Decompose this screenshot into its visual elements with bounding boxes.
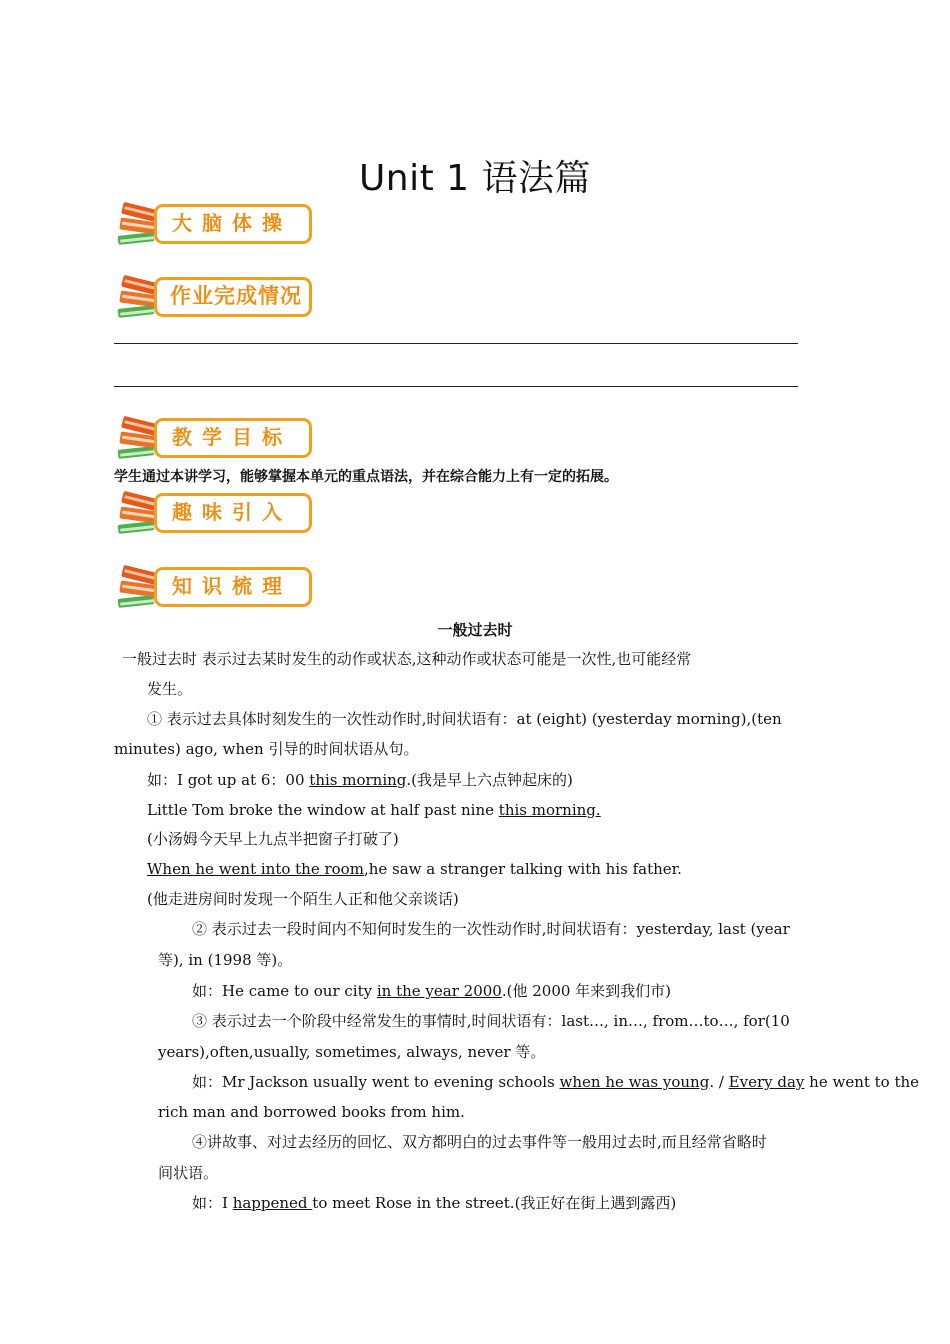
banner-label: 趣味引入 xyxy=(172,500,292,524)
body-line: 一般过去时 表示过去某时发生的动作或状态,这种动作或状态可能是一次性,也可能经常 xyxy=(122,650,692,668)
body-line: ② 表示过去一段时间内不知何时发生的一次性动作时,时间状语有：yesterday, last (year xyxy=(192,920,790,938)
body-line: ④讲故事、对过去经历的回忆、双方都明白的过去事件等一般用过去时,而且经常省略时 xyxy=(192,1133,767,1151)
banner-label: 大脑体操 xyxy=(172,211,292,235)
answer-line xyxy=(114,386,798,387)
body-line: minutes) ago, when 引导的时间状语从句。 xyxy=(114,740,419,758)
body-line: ① 表示过去具体时刻发生的一次性动作时,时间状语有：at (eight) (yesterday morning),(ten xyxy=(147,710,782,728)
answer-line xyxy=(114,343,798,344)
example-line: 如：I got up at 6：00 this morning.(我是早上六点钟起床的) xyxy=(147,771,573,789)
banner-label: 知识梳理 xyxy=(172,574,292,598)
teaching-goal-text: 学生通过本讲学习，能够掌握本单元的重点语法，并在综合能力上有一定的拓展。 xyxy=(114,469,618,485)
body-line: years),often,usually, sometimes, always, never 等。 xyxy=(158,1043,546,1061)
body-line: 发生。 xyxy=(147,680,193,698)
banner-fun-intro xyxy=(114,489,314,541)
example-line: 如：I happened to meet Rose in the street.(我正好在街上遇到露西) xyxy=(192,1194,677,1212)
banner-knowledge-review xyxy=(114,563,314,615)
example-line: When he went into the room,he saw a stranger talking with his father. xyxy=(147,860,682,878)
body-line: ③ 表示过去一个阶段中经常发生的事情时,时间状语有：last…, in…, from…to…, for(10 xyxy=(192,1012,790,1030)
page-title: Unit 1 语法篇 xyxy=(358,158,592,199)
section-heading: 一般过去时 xyxy=(437,621,513,639)
banner-teaching-goals xyxy=(114,414,314,466)
banner-label: 教学目标 xyxy=(172,425,292,449)
banner-brain-exercise xyxy=(114,200,314,252)
example-line: Little Tom broke the window at half past nine this morning. xyxy=(147,801,601,819)
example-line: 如：He came to our city in the year 2000.(他 2000 年来到我们市) xyxy=(192,982,672,1000)
body-line: (小汤姆今天早上九点半把窗子打破了) xyxy=(147,830,399,848)
banner-homework-status xyxy=(114,273,314,325)
banner-label: 作业完成情况 xyxy=(170,284,302,308)
body-line: 等), in (1998 等)。 xyxy=(158,951,293,969)
body-line: rich man and borrowed books from him. xyxy=(158,1103,465,1121)
body-line: (他走进房间时发现一个陌生人正和他父亲谈话) xyxy=(147,890,459,908)
body-line: 间状语。 xyxy=(158,1164,219,1182)
example-line: 如：Mr Jackson usually went to evening schools when he was young. / Every day he went to the xyxy=(192,1073,920,1091)
